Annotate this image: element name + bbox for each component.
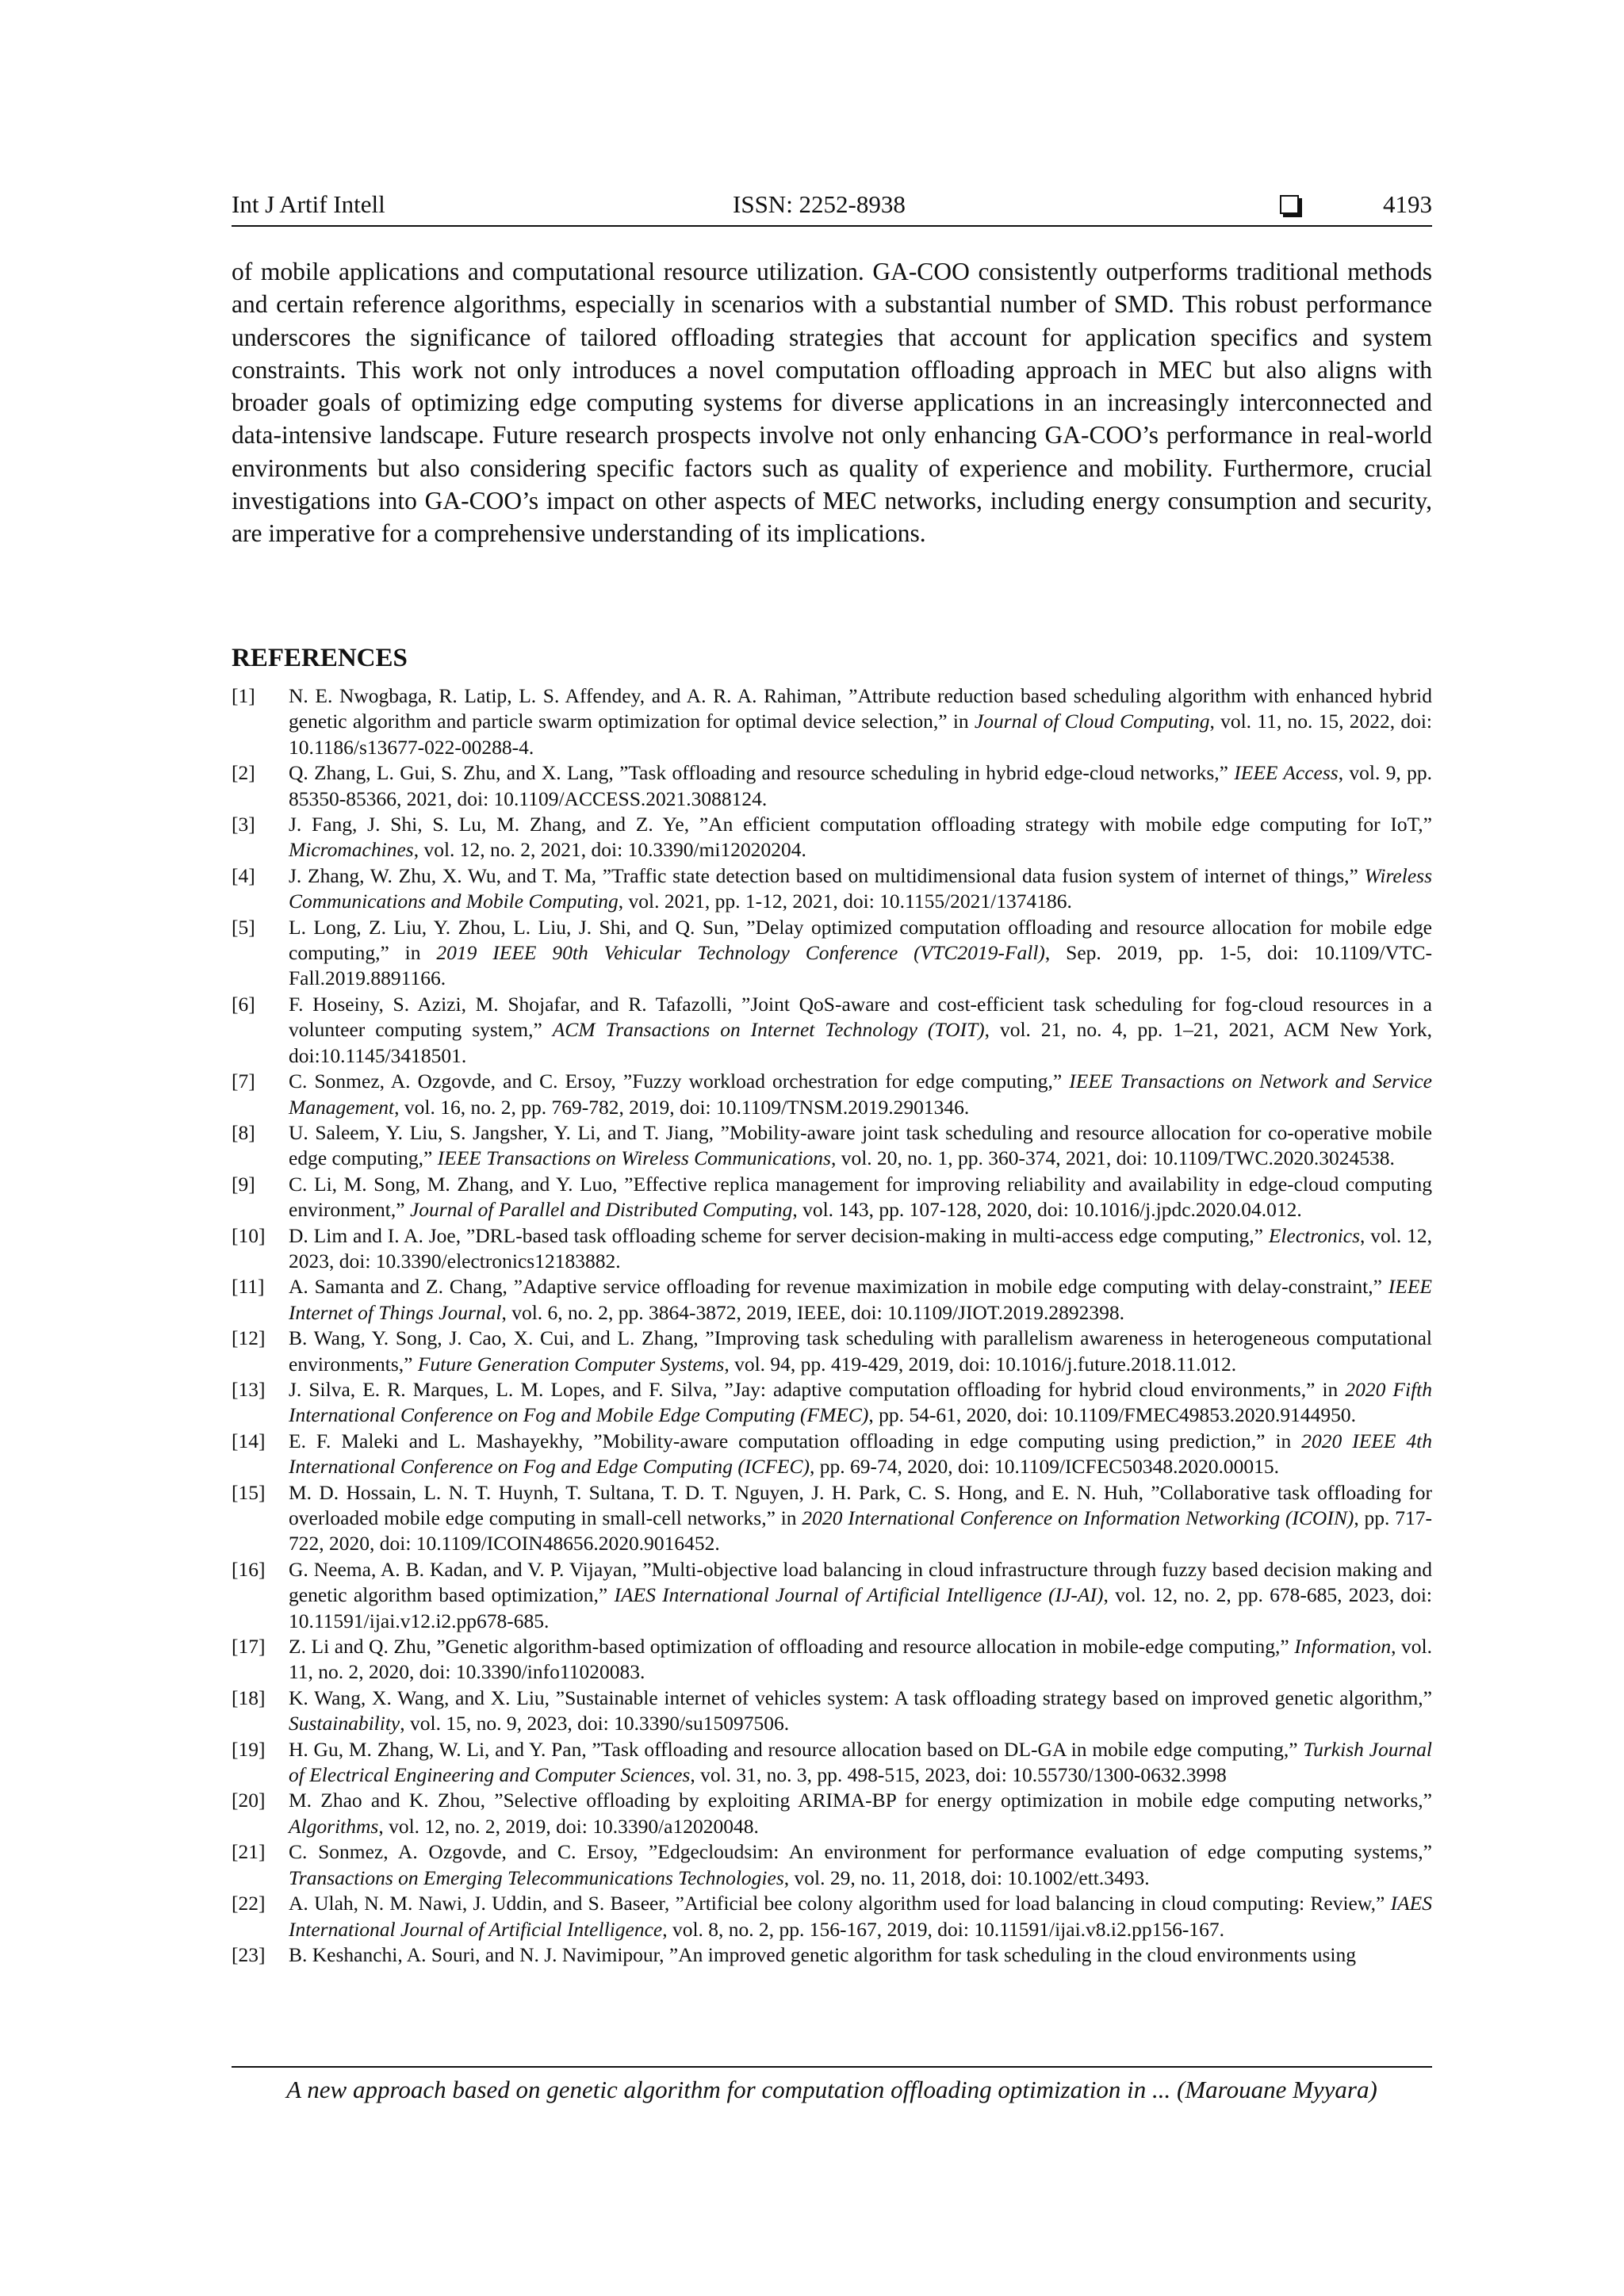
reference-item [232,1223,1432,1275]
reference-details: , vol. 15, no. 9, 2023, doi: 10.3390/su15097506. [400,1712,790,1735]
reference-item [232,1377,1432,1429]
reference-venue: Wireless Communications and Mobile Computing [289,863,1432,913]
reference-details: , vol. 12, no. 2, 2019, doi: 10.3390/a12020048. [378,1814,759,1838]
reference-item [232,1942,1432,1968]
reference-item [232,1891,1432,1942]
reference-number: [12] [232,1326,266,1350]
reference-venue: 2020 Fifth International Conference on Fog and Mobile Edge Computing (FMEC) [289,1377,1432,1427]
reference-item [232,1274,1432,1326]
reference-text: F. Hoseiny, S. Azizi, M. Shojafar, and R. Tafazolli, ”Joint QoS-aware and cost-efficient task scheduling for fog-cloud resources in a volunteer computing system,” [289,992,1432,1042]
reference-details: , pp. 54-61, 2020, doi: 10.1109/FMEC49853.2020.9144950. [868,1403,1356,1427]
reference-item [232,863,1432,915]
reference-details: , vol. 31, no. 3, pp. 498-515, 2023, doi: 10.55730/1300-0632.3998 [690,1763,1227,1787]
reference-number: [6] [232,992,255,1016]
reference-number: [11] [232,1275,265,1299]
reference-text: M. D. Hossain, L. N. T. Huynh, T. Sultana, T. D. T. Nguyen, J. H. Park, C. S. Hong, and E. N. Huh, ”Collaborative task offloading for overloaded mobile edge computing in small-cell networks,” in [289,1480,1432,1529]
reference-item [232,1172,1432,1223]
reference-item [232,1069,1432,1120]
reference-text: A. Ulah, N. M. Nawi, J. Uddin, and S. Baseer, ”Artificial bee colony algorithm used for load balancing in cloud computing: Review,” [289,1892,1391,1915]
reference-venue: Electronics [1268,1223,1361,1247]
reference-venue: Turkish Journal of Electrical Engineering and Computer Sciences [289,1737,1432,1787]
reference-item [232,1634,1432,1686]
reference-text: C. Sonmez, A. Ozgovde, and C. Ersoy, ”Fuzzy workload orchestration for edge computing,” [289,1070,1070,1093]
reference-details: , Sep. 2019, pp. 1-5, doi: 10.1109/VTC-Fall.2019.8891166. [289,941,1433,990]
reference-item [232,760,1432,812]
reference-item [232,1480,1432,1557]
reference-number: [1] [232,684,255,707]
reference-details: , pp. 717-722, 2020, doi: 10.1109/ICOIN48656.2020.9016452. [289,1506,1432,1556]
reference-text: D. Lim and I. A. Joe, ”DRL-based task offloading scheme for server decision-making in multi-access edge computing,” [289,1223,1269,1247]
reference-venue: Journal of Cloud Computing [974,710,1210,733]
reference-text: B. Wang, Y. Song, J. Cao, X. Cui, and L. Zhang, ”Improving task scheduling with parallelism awareness in heterogeneous computational environments,” [289,1326,1432,1376]
reference-details: , vol. 8, no. 2, pp. 156-167, 2019, doi: 10.11591/ijai.v8.i2.pp156-167. [662,1917,1224,1941]
reference-text: B. Keshanchi, A. Souri, and N. J. Navimipour, ”An improved genetic algorithm for task scheduling in the cloud environments using [289,1942,1356,1966]
reference-details: , vol. 6, no. 2, pp. 3864-3872, 2019, IEEE, doi: 10.1109/JIOT.2019.2892398. [501,1300,1124,1324]
reference-number: [13] [232,1377,266,1401]
reference-item [232,1429,1432,1480]
reference-number: [19] [232,1737,266,1761]
reference-item [232,992,1432,1069]
body-paragraph: of mobile applications and computational resource utilization. GA-COO consistently outperforms traditional methods and certain reference algorithms, especially in scenarios with a substantial number of SMD. This robust performance underscores the significance of tailored offloading strategies that account for application specifics and system constraints. This work not only introduces a novel computation offloading approach in MEC but also aligns with broader goals of optimizing edge computing systems for diverse applications in an increasingly interconnected and data-intensive landscape. Future research prospects involve not only enhancing GA-COO’s performance in real-world environments but also considering specific factors such as quality of experience and mobility. Furthermore, crucial investigations into GA-COO’s impact on other aspects of MEC networks, including energy consumption and security, are imperative for a comprehensive understanding of its implications. [232,258,1432,548]
reference-details: , vol. 12, no. 2, 2021, doi: 10.3390/mi12020204. [413,838,806,862]
running-header [232,190,1432,222]
reference-details: , vol. 2021, pp. 1-12, 2021, doi: 10.1155/2021/1374186. [618,890,1072,913]
reference-details: , vol. 11, no. 15, 2022, doi: 10.1186/s13677-022-00288-4. [289,710,1432,759]
reference-venue: 2020 International Conference on Information Networking (ICOIN) [802,1506,1354,1529]
reference-text: M. Zhao and K. Zhou, ”Selective offloading by exploiting ARIMA-BP for energy optimization in mobile edge computing networks,” [289,1789,1432,1812]
running-footer: A new approach based on genetic algorithm for computation offloading optimization in ... (Marouane Myyara) [286,2076,1377,2103]
reference-venue: IAES International Journal of Artificial Intelligence (IJ-AI) [614,1583,1104,1607]
reference-venue: IEEE Internet of Things Journal [289,1275,1432,1324]
reference-details: , vol. 16, no. 2, pp. 769-782, 2019, doi: 10.1109/TNSM.2019.2901346. [394,1095,970,1119]
reference-details: , vol. 12, no. 2, pp. 678-685, 2023, doi: 10.11591/ijai.v12.i2.pp678-685. [289,1583,1433,1632]
reference-venue: Journal of Parallel and Distributed Computing [409,1198,793,1222]
reference-text: N. E. Nwogbaga, R. Latip, L. S. Affendey, and A. R. A. Rahiman, ”Attribute reduction based scheduling algorithm with enhanced hybrid genetic algorithm and particle swarm optimization for optimal device selection,” in [289,684,1432,733]
reference-number: [20] [232,1789,266,1812]
reference-text: A. Samanta and Z. Chang, ”Adaptive service offloading for revenue maximization in mobile edge computing with delay-constraint,” [289,1275,1388,1299]
reference-item [232,915,1432,992]
reference-venue: 2019 IEEE 90th Vehicular Technology Conference (VTC2019-Fall) [436,941,1045,965]
reference-venue: IEEE Transactions on Wireless Communications [437,1146,831,1170]
reference-number: [21] [232,1840,266,1864]
reference-text: Q. Zhang, L. Gui, S. Zhu, and X. Lang, ”Task offloading and resource scheduling in hybrid edge-cloud networks,” [289,761,1235,785]
reference-number: [3] [232,813,255,836]
reference-item [232,1839,1432,1891]
square-icon [1280,195,1299,214]
reference-venue: IEEE Transactions on Network and Service Management [289,1070,1432,1119]
reference-details: , vol. 11, no. 2, 2020, doi: 10.3390/info11020083. [289,1635,1432,1684]
reference-text: J. Zhang, W. Zhu, X. Wu, and T. Ma, ”Traffic state detection based on multidimensional data fusion system of internet of things,” [289,863,1365,887]
reference-text: Z. Li and Q. Zhu, ”Genetic algorithm-based optimization of offloading and resource allocation in mobile-edge computing,” [289,1635,1295,1659]
reference-text: E. F. Maleki and L. Mashayekhy, ”Mobility-aware computation offloading in edge computing using prediction,” in [289,1429,1302,1452]
reference-number: [4] [232,863,255,887]
reference-number: [18] [232,1686,266,1709]
reference-number: [5] [232,915,255,939]
reference-item [232,1788,1432,1839]
reference-text: K. Wang, X. Wang, and X. Liu, ”Sustainable internet of vehicles system: A task offloading strategy based on improved genetic algorithm,” [289,1686,1432,1709]
reference-number: [8] [232,1120,255,1144]
reference-venue: Future Generation Computer Systems [417,1352,725,1376]
reference-text: H. Gu, M. Zhang, W. Li, and Y. Pan, ”Task offloading and resource allocation based on DL-GA in mobile edge computing,” [289,1737,1304,1761]
reference-details: , pp. 69-74, 2020, doi: 10.1109/ICFEC50348.2020.00015. [810,1455,1279,1479]
reference-venue: Transactions on Emerging Telecommunications Technologies [289,1866,784,1889]
reference-venue: Micromachines [289,838,414,862]
reference-item [232,1326,1432,1377]
header-rule [232,225,1432,227]
reference-number: [9] [232,1172,255,1196]
reference-item [232,683,1432,760]
reference-number: [22] [232,1892,266,1915]
reference-item [232,1557,1432,1634]
page-number: 4193 [1383,190,1432,218]
reference-number: [10] [232,1223,266,1247]
reference-venue: Information [1294,1635,1392,1659]
reference-number: [7] [232,1070,255,1093]
issn: ISSN: 2252-8938 [733,190,906,218]
reference-number: [16] [232,1557,266,1581]
reference-text: C. Li, M. Song, M. Zhang, and Y. Luo, ”Effective replica management for improving reliability and availability in edge-cloud computing environment,” [289,1172,1432,1222]
reference-venue: ACM Transactions on Internet Technology (TOIT) [552,1018,985,1042]
reference-text: J. Silva, E. R. Marques, L. M. Lopes, and F. Silva, ”Jay: adaptive computation offloading for hybrid cloud environments,” in [289,1377,1346,1401]
journal-name: Int J Artif Intell [232,190,385,218]
reference-item [232,1686,1432,1737]
reference-details: , vol. 94, pp. 419-429, 2019, doi: 10.1016/j.future.2018.11.012. [724,1352,1237,1376]
reference-text: G. Neema, A. B. Kadan, and V. P. Vijayan, ”Multi-objective load balancing in cloud infrastructure through fuzzy based decision making and genetic algorithm based optimization,” [289,1557,1432,1607]
reference-venue: Sustainability [289,1712,400,1735]
reference-text: C. Sonmez, A. Ozgovde, and C. Ersoy, ”Edgecloudsim: An environment for performance evaluation of edge computing systems,” [289,1840,1432,1864]
reference-item [232,812,1432,863]
reference-number: [17] [232,1635,266,1659]
reference-item [232,1120,1432,1172]
reference-text: L. Long, Z. Liu, Y. Zhou, L. Liu, J. Shi, and Q. Sun, ”Delay optimized computation offloading and resource allocation for mobile edge computing,” in [289,915,1432,965]
reference-venue: Algorithms [289,1814,379,1838]
reference-item [232,1737,1432,1789]
reference-venue: 2020 IEEE 4th International Conference on Fog and Edge Computing (ICFEC) [289,1429,1432,1479]
reference-venue: IAES International Journal of Artificial Intelligence [289,1892,1432,1941]
footer-rule [232,2066,1432,2068]
reference-venue: IEEE Access [1234,761,1339,785]
reference-details: , vol. 143, pp. 107-128, 2020, doi: 10.1016/j.jpdc.2020.04.012. [792,1198,1302,1222]
reference-text: J. Fang, J. Shi, S. Lu, M. Zhang, and Z. Ye, ”An efficient computation offloading strategy with mobile edge computing for IoT,” [289,813,1432,836]
reference-number: [15] [232,1480,266,1504]
reference-text: U. Saleem, Y. Liu, S. Jangsher, Y. Li, and T. Jiang, ”Mobility-aware joint task scheduling and resource allocation for co-operative mobile edge computing,” [289,1120,1432,1170]
reference-details: , vol. 29, no. 11, 2018, doi: 10.1002/ett.3493. [783,1866,1150,1889]
reference-number: [2] [232,761,255,785]
reference-number: [23] [232,1942,266,1966]
reference-details: , vol. 9, pp. 85350-85366, 2021, doi: 10.1109/ACCESS.2021.3088124. [289,761,1432,810]
reference-number: [14] [232,1429,266,1452]
reference-details: , vol. 20, no. 1, pp. 360-374, 2021, doi: 10.1109/TWC.2020.3024538. [830,1146,1395,1170]
reference-list [232,683,1432,1968]
reference-details: , vol. 12, 2023, doi: 10.3390/electronics12183882. [289,1223,1432,1272]
references-heading: REFERENCES [232,644,408,672]
reference-details: , vol. 21, no. 4, pp. 1–21, 2021, ACM New York, doi:10.1145/3418501. [289,1018,1432,1067]
